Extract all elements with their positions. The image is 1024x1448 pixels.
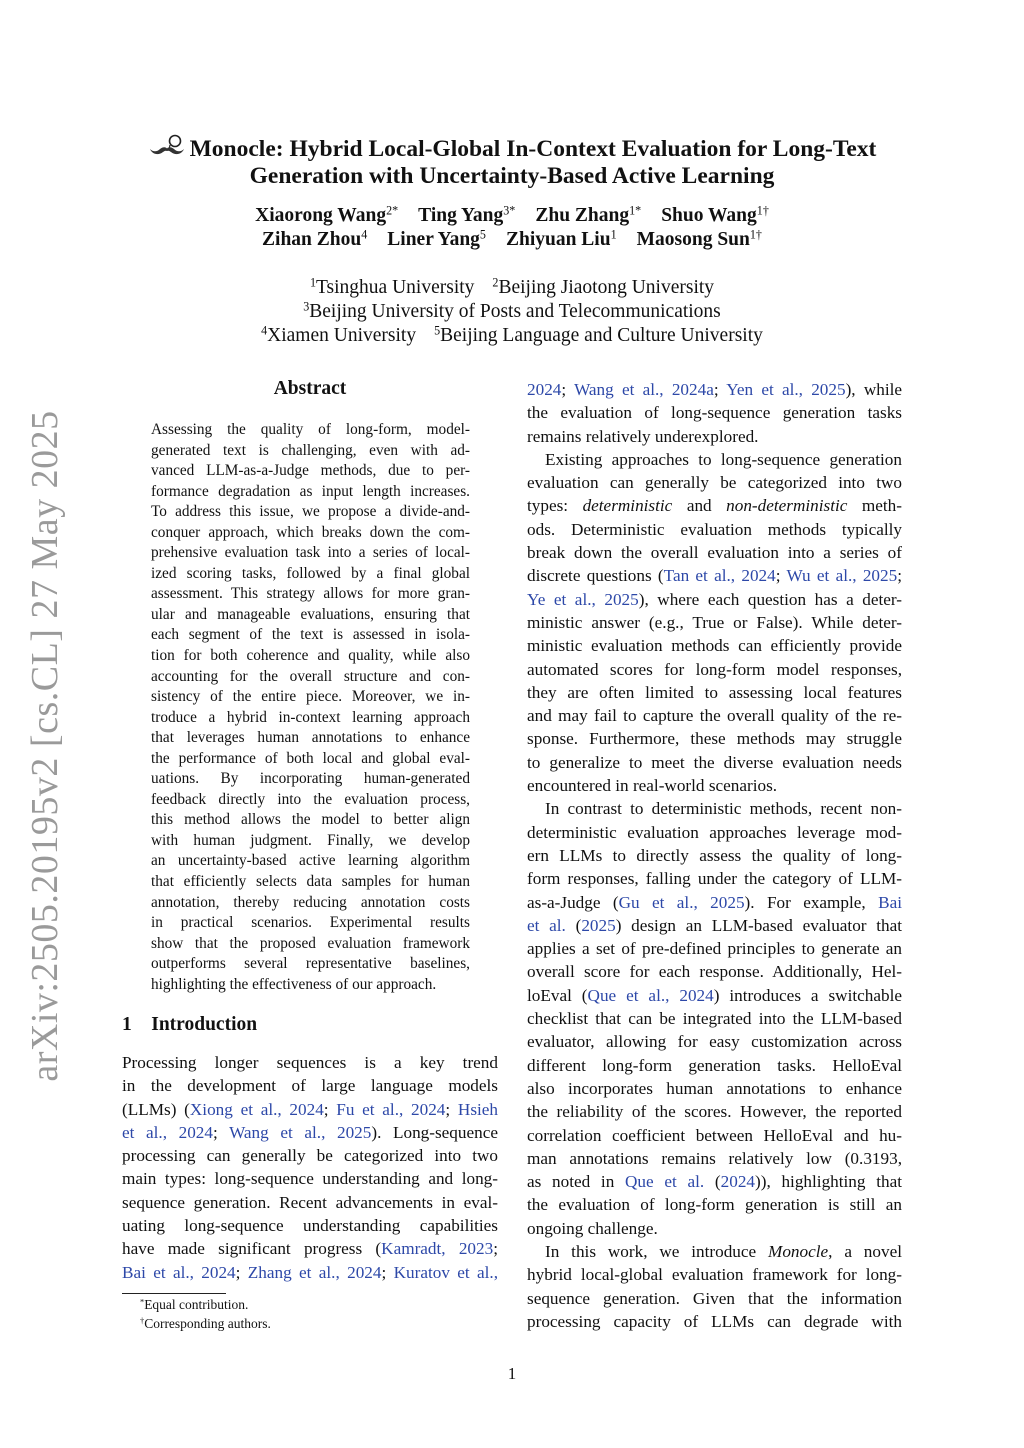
text-line: have made significant progress (Kamradt, 2023; [122,1239,498,1259]
text-line: correlation coefficient between HelloEval and hu- [527,1125,902,1145]
author-affiliation-mark: 1* [629,203,642,218]
text-line: sequence generation. Given that the information [527,1288,902,1308]
text-line: as-a-Judge (Gu et al., 2025). For example, Bai [527,892,902,912]
monocle-mustache-icon [148,134,186,160]
citation-link[interactable]: et al., 2024 [122,1122,213,1142]
text-line: sistency of the entire piece. Moreover, we in- [151,688,470,706]
citation-link[interactable]: Wang et al., 2024a [574,380,714,399]
text-line: Ye et al., 2025), where each question has a deter- [527,589,902,609]
paragraph [527,1240,902,1333]
abstract-body [151,420,470,995]
affiliations [0,276,1024,348]
text-line: automated scores for long-form model responses, [527,659,902,679]
arxiv-stamp: arXiv:2505.20195v2 [cs.CL] 27 May 2025 [24,410,66,1082]
text-line: processing capacity of LLMs can degrade with [527,1311,902,1331]
text-line: man annotations remains relatively low (0.3193, [527,1148,902,1168]
text-line: Existing approaches to long-sequence generation [545,449,902,469]
text-line: ods. Deterministic evaluation methods typically [527,519,902,539]
text-line: the performance of both local and global eval- [151,749,470,767]
right-column-body [527,378,902,1333]
text-line: different long-form generation tasks. HelloEval [527,1055,902,1075]
text-line: In contrast to deterministic methods, recent non- [545,799,902,819]
paragraph [527,378,902,448]
text-line: the reliability of the scores. However, the reported [527,1102,902,1122]
citation-link[interactable]: Hsieh [457,1099,499,1119]
text-line: Bai et al., 2024; Zhang et al., 2024; Kuratov et al., [122,1262,499,1282]
author-affiliation-mark: 4 [361,227,368,242]
text-line: outperforms several representative baselines, [151,955,470,973]
affiliation-number: 3 [303,299,310,314]
text-line: the evaluation of long-form generation is still an [527,1195,902,1215]
emphasis: non-deterministic [726,496,848,516]
citation-link[interactable]: Gu et al., 2025 [618,892,745,912]
emphasis: deterministic [582,496,673,516]
text-line: ongoing challenge. [527,1218,658,1238]
text-line: To address this issue, we propose a divide-and- [151,503,470,521]
text-line: an uncertainty-based active learning algorithm [151,852,470,870]
text-line: prehensive evaluation task into a series of local- [151,544,470,562]
footnote-mark: * [140,1297,145,1307]
text-line: each segment of the text is assessed in isola- [151,626,470,644]
paragraph [122,1051,498,1284]
citation-link[interactable]: Que et al. [625,1172,705,1192]
author-affiliation-mark: 3* [503,203,516,218]
text-line: assessment. This strategy allows for more gran- [151,585,470,603]
affiliation-number: 2 [492,275,499,290]
text-line: that leverages human annotations to enhance [151,729,470,747]
text-line: and may fail to capture the overall quality of the re- [527,706,902,726]
author-name: Maosong Sun$^{1\dagger}$ [636,227,762,250]
citation-link[interactable]: Kamradt, 2023 [381,1239,494,1259]
affiliation-number: 1 [309,275,316,290]
footnote-mark: † [140,1316,145,1326]
text-line: main types: long-sequence understanding and long- [122,1169,498,1189]
citation-link[interactable]: Bai et al., 2024 [122,1262,236,1282]
affiliation: $^4$Xiamen University [261,323,417,346]
text-line: checklist that can be integrated into the LLM-based [527,1009,902,1029]
text-line: uating long-sequence understanding capabilities [122,1216,498,1236]
citation-link[interactable]: Que et al., 2024 [587,985,714,1005]
citation-link[interactable]: Zhang et al., 2024 [247,1262,382,1282]
author-name: Zihan Zhou$^4$ [262,227,368,250]
text-line: show that the proposed evaluation framework [151,934,470,952]
text-line: tion for both coherence and quality, while also [151,647,470,665]
author-name: Zhiyuan Liu$^1$ [505,227,617,250]
affiliation-number: 4 [261,323,268,338]
section-heading-introduction: 1 Introduction [122,1014,258,1035]
text-line: remains relatively underexplored. [527,426,759,446]
citation-link[interactable]: et al. [527,915,566,935]
citation-link[interactable]: Wu et al., 2025 [786,566,898,586]
text-line: highlighting the effectiveness of our approach. [151,975,437,993]
footnote-equal-contribution [140,1296,248,1314]
citation-link[interactable]: 2024 [720,1172,755,1192]
author-affiliation-mark: 1† [749,227,762,242]
text-line: in practical scenarios. Experimental results [151,914,470,932]
text-line: formance degradation as input length increases. [151,482,470,500]
author-name: Shuo Wang$^{1\dagger}$ [661,203,769,226]
footnote-text: Corresponding authors. [144,1316,271,1331]
emphasis: Monocle [768,1241,829,1261]
affiliation: $^2$Beijing Jiaotong University [492,275,715,298]
text-line: ular and manageable evaluations, ensuring that [151,605,470,623]
text-line: sequence generation. Recent advancements in eval- [122,1192,498,1212]
text-line: In this work, we introduce Monocle, a novel [545,1241,902,1261]
text-line: also incorporates human annotations to enhance [527,1078,902,1098]
text-line: uations. By incorporating human-generated [151,770,470,788]
affiliation: $^3$Beijing University of Posts and Telecommunications [303,299,721,322]
text-line: accounting for the overall structure and con- [151,667,470,685]
text-line: evaluation can generally be categorized into two [527,473,902,493]
author-affiliation-mark: 5 [479,227,486,242]
text-line: evaluator, allowing for easy customization across [527,1032,902,1052]
text-line: et al. (2025) design an LLM-based evaluator that [527,915,903,935]
paper-title [0,134,1024,190]
text-line: hybrid local-global evaluation framework for long- [527,1265,902,1285]
text-line: loEval (Que et al., 2024) introduces a switchable [527,985,902,1005]
citation-link[interactable]: Wang et al., 2025 [229,1122,372,1142]
text-line: this method allows the model to better align [151,811,470,829]
footnote-rule [122,1293,226,1294]
text-line: types: deterministic and non-deterministic meth- [527,496,902,516]
title-line-1: Monocle: Hybrid Local-Global In-Context Evaluation for Long-Text [189,136,877,162]
text-line: deterministic evaluation approaches leverage mod- [527,822,902,842]
text-line: in the development of large language models [122,1076,498,1096]
citation-link[interactable]: Bai [878,892,902,912]
text-line: that efficiently selects data samples for human [151,873,470,891]
text-line: et al., 2024; Wang et al., 2025). Long-sequence [122,1122,498,1142]
citation-link[interactable]: 2025 [581,915,616,935]
citation-link[interactable]: Ye et al., 2025 [527,589,639,609]
text-line: sponse. Furthermore, these methods may struggle [527,729,902,749]
text-line: vanced LLM-as-a-Judge methods, due to per- [151,462,470,480]
text-line: annotation, thereby reducing annotation costs [151,893,470,911]
text-line: form responses, falling under the category of LLM- [527,869,902,889]
citation-link[interactable]: Yen et al., 2025 [726,380,846,399]
author-name: Zhu Zhang$^{1*}$ [535,203,642,226]
affiliation-number: 5 [434,323,441,338]
author-affiliation-mark: 1† [756,203,769,218]
text-line: discrete questions (Tan et al., 2024; Wu et al., 2025; [527,566,902,586]
abstract-heading: Abstract [273,378,347,399]
text-line: the evaluation of long-sequence generation tasks [527,403,902,423]
text-line: break down the overall evaluation into a series of [527,543,902,563]
text-line: overall score for each response. Additionally, Hel- [527,962,902,982]
paragraph [527,797,902,1240]
text-line: ized scoring tasks, followed by a final global [151,564,470,582]
page-number: 1 [507,1364,517,1383]
text-line: Processing longer sequences is a key trend [122,1053,498,1072]
text-line: 2024; Wang et al., 2024a; Yen et al., 2025), while [527,380,903,399]
footnote-corresponding [140,1315,271,1333]
author-name: Ting Yang$^{3*}$ [418,203,516,226]
text-line: feedback directly into the evaluation process, [151,790,470,808]
paragraph [527,448,902,797]
text-line: ministic evaluation methods can efficiently provide [527,636,902,656]
text-line: (LLMs) (Xiong et al., 2024; Fu et al., 2024; Hsieh [122,1099,499,1119]
text-line: processing can generally be categorized into two [122,1146,498,1166]
text-line: Assessing the quality of long-form, model- [151,421,470,438]
text-line: with human judgment. Finally, we develop [151,831,470,849]
text-line: conquer approach, which breaks down the com- [151,523,470,541]
citation-link[interactable]: Kuratov et al., [393,1262,499,1282]
title-line-2: Generation with Uncertainty-Based Active Learning [249,163,775,189]
footnote-text: Equal contribution. [144,1297,249,1312]
citation-link[interactable]: 2024 [527,380,562,399]
text-line: to generalize to meet the diverse evaluation needs [527,752,902,772]
text-line: as noted in Que et al. (2024)), highlighting that [527,1172,902,1192]
text-line: ern LLMs to directly assess the quality of long- [527,845,902,865]
author-affiliation-mark: 1 [610,227,617,242]
text-line: they are often limited to assessing local features [527,682,902,702]
text-line: generated text is challenging, even with ad- [151,441,470,459]
citation-link[interactable]: Fu et al., 2024 [336,1099,446,1119]
affiliation: $^5$Beijing Language and Culture University [434,323,763,346]
introduction-body [122,1051,498,1284]
author-name: Xiaorong Wang$^{2*}$ [255,203,399,226]
paragraph [151,420,470,995]
citation-link[interactable]: Tan et al., 2024 [663,566,776,586]
author-affiliation-mark: 2* [386,203,399,218]
author-name: Liner Yang$^5$ [387,227,486,250]
affiliation: $^1$Tsinghua University [309,275,475,298]
text-line: ministic answer (e.g., True or False). While deter- [527,612,902,632]
text-line: troduce a hybrid in-context learning approach [151,708,470,726]
text-line: applies a set of pre-defined principles to generate an [527,939,902,959]
citation-link[interactable]: Xiong et al., 2024 [189,1099,324,1119]
author-list [0,204,1024,252]
text-line: encountered in real-world scenarios. [527,776,778,796]
